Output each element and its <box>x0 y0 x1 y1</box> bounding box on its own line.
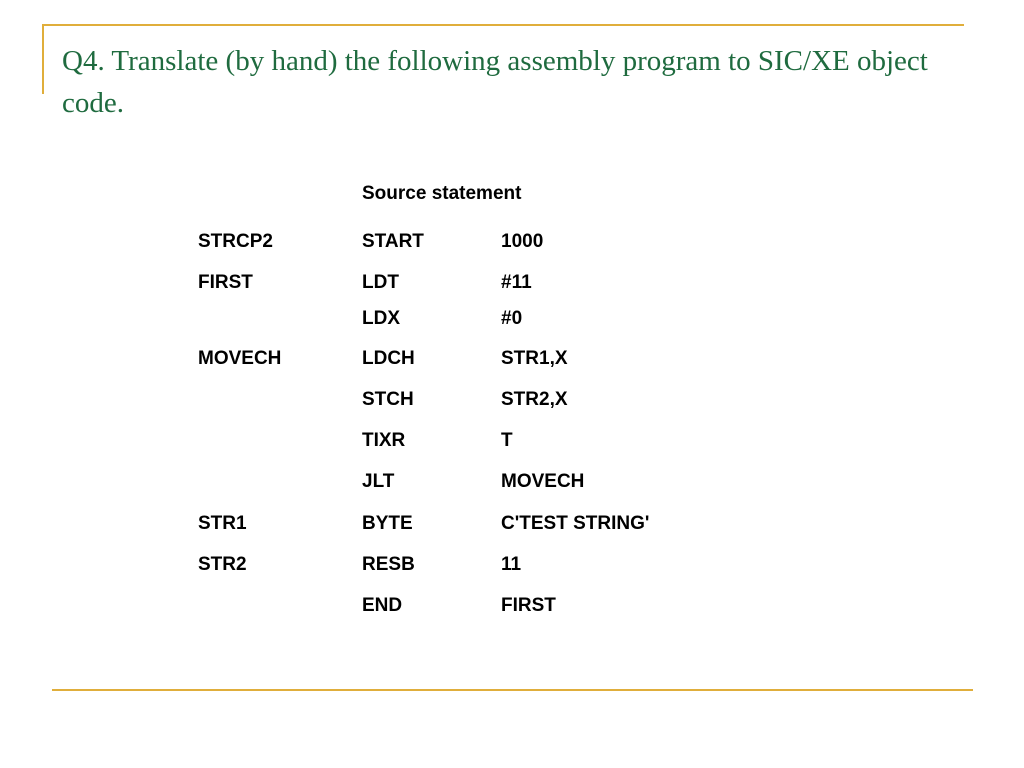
operand-cell: 11 <box>501 554 522 575</box>
operand-cell: #11 <box>501 272 532 293</box>
opcode-cell: END <box>362 595 403 616</box>
operand-cell: #0 <box>501 308 523 329</box>
operand-cell: MOVECH <box>501 471 585 492</box>
bottom-rule <box>52 689 973 691</box>
opcode-cell: LDT <box>362 272 399 293</box>
label-cell: STRCP2 <box>198 231 273 252</box>
opcode-cell: LDCH <box>362 348 415 369</box>
opcode-cell: RESB <box>362 554 415 575</box>
label-cell: FIRST <box>198 272 253 293</box>
operand-cell: 1000 <box>501 231 544 252</box>
label-cell: STR1 <box>198 513 247 534</box>
opcode-cell: START <box>362 231 424 252</box>
slide-title: Q4. Translate (by hand) the following assembly program to SIC/XE object code. <box>62 45 928 119</box>
operand-cell: STR1,X <box>501 348 568 369</box>
opcode-cell: TIXR <box>362 430 406 451</box>
opcode-cell: LDX <box>362 308 400 329</box>
table-header: Source statement <box>362 183 522 204</box>
label-cell: STR2 <box>198 554 247 575</box>
operand-cell: T <box>501 430 513 451</box>
opcode-cell: STCH <box>362 389 414 410</box>
opcode-cell: BYTE <box>362 513 413 534</box>
operand-cell: FIRST <box>501 595 556 616</box>
operand-cell: STR2,X <box>501 389 568 410</box>
left-rule <box>42 24 44 94</box>
operand-cell: C'TEST STRING' <box>501 513 650 534</box>
opcode-cell: JLT <box>362 471 395 492</box>
top-rule <box>42 24 964 26</box>
label-cell: MOVECH <box>198 348 282 369</box>
